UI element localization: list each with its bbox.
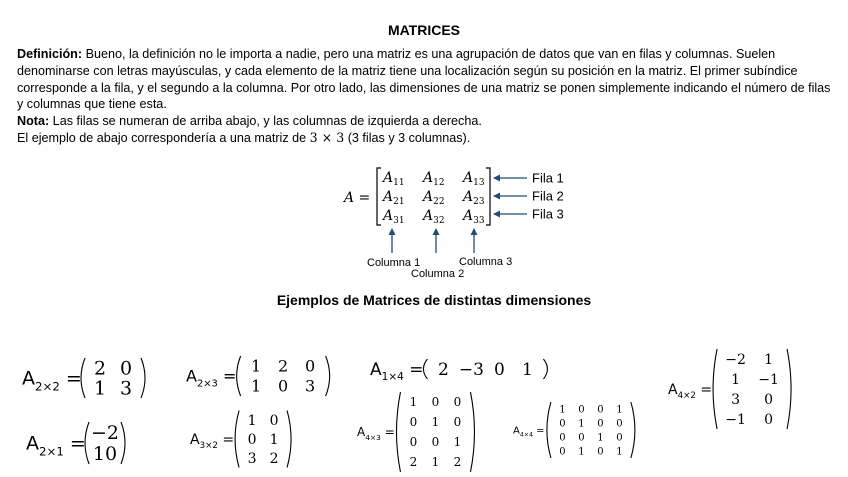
example-matrix-entry: 3: [731, 391, 741, 408]
example-matrix-entry: 2: [278, 356, 289, 376]
example-matrix: [22, 358, 145, 400]
example-matrix-entry: 0: [409, 415, 418, 430]
matrix-element: $A_{23}$: [463, 189, 485, 207]
matrix-lhs: A =: [344, 190, 371, 206]
example-matrix-entry: 2: [93, 357, 107, 380]
example-matrix-name: $A_{1\times 4}$ =: [370, 359, 424, 384]
note-label: Nota:: [17, 114, 50, 129]
definition-label: Definición:: [17, 47, 83, 61]
example-matrix-entry: 2: [453, 455, 462, 470]
left-paren: [547, 402, 551, 458]
example-matrix: [357, 392, 474, 472]
example-matrix-entry: 0: [559, 418, 566, 430]
example-matrix-entry: 1: [764, 351, 774, 368]
example-matrix-entry: 1: [578, 418, 585, 430]
example-matrix: [668, 349, 791, 429]
example-matrix-entry: −2: [91, 422, 120, 445]
right-paren: [326, 356, 330, 396]
example-matrix-entry: 0: [453, 415, 462, 430]
example-matrix-entry: 10: [92, 443, 118, 466]
example-matrix-entry: 1: [453, 435, 462, 450]
example-matrix-entry: 0: [616, 418, 623, 430]
example-matrix-entry: 3: [305, 376, 316, 396]
example-matrix-entry: 0: [578, 432, 585, 444]
example-matrix-entry: 1: [616, 404, 623, 416]
example-matrix-entry: 3: [247, 450, 257, 467]
note-text: Las filas se numeran de arriba abajo, y las columnas de izquierda a derecha.: [49, 114, 482, 129]
left-paren: [235, 411, 239, 468]
example-matrix-entry: −2: [725, 351, 746, 368]
example-matrix-entry: 1: [731, 371, 741, 388]
example-matrix-entry: 0: [578, 404, 585, 416]
example-matrix-name: $A_{4\times 2}$ =: [668, 381, 713, 402]
example-matrix-entry: 1: [522, 359, 533, 380]
example-matrix-entry: 0: [559, 446, 566, 458]
example-matrix-entry: 1: [616, 446, 623, 458]
column-label: Columna 1: [367, 257, 421, 269]
example-matrix-entry: 0: [305, 356, 316, 376]
example-matrix-entry: 1: [269, 431, 279, 448]
example-matrix-entry: 0: [597, 404, 604, 416]
example-matrix-entry: 0: [431, 435, 440, 450]
right-bracket: [486, 168, 490, 225]
left-paren: [237, 356, 241, 396]
example-matrix-entry: 0: [453, 395, 462, 410]
example-matrix-entry: 0: [278, 376, 289, 396]
matrix-element: $A_{21}$: [383, 189, 405, 207]
example-matrix-name: $A_{2\times 2}$ =: [22, 367, 82, 394]
example-pre: El ejemplo de abajo correspondería a una matriz de: [17, 130, 310, 145]
example-matrix-entry: 1: [251, 376, 262, 396]
example-matrix-entry: 0: [597, 446, 604, 458]
example-matrix-entry: 0: [597, 418, 604, 430]
example-matrix: [190, 411, 291, 468]
right-paren: [141, 358, 145, 398]
row-label: Fila 1: [532, 170, 564, 186]
row-label: Fila 2: [532, 188, 564, 204]
example-matrix-entry: 1: [578, 446, 585, 458]
example-matrix-entry: 0: [494, 359, 505, 380]
matrix-element: $A_{13}$: [463, 170, 485, 188]
example-matrix-name: $A_{2\times 1}$ =: [26, 432, 86, 459]
left-paren: [713, 349, 717, 429]
example-matrix-entry: 2: [269, 450, 279, 467]
right-paren: [543, 359, 547, 379]
example-matrix-entry: 0: [269, 412, 279, 429]
example-matrix-entry: −1: [725, 411, 746, 428]
example-matrix-entry: 3: [119, 377, 133, 400]
example-matrix-name: $A_{3\times 2}$ =: [190, 431, 235, 452]
column-label: Columna 3: [459, 256, 513, 268]
example-matrix-entry: −1: [758, 371, 779, 388]
left-paren: [396, 392, 400, 472]
example-matrix-entry: 1: [431, 455, 440, 470]
right-paren: [631, 402, 635, 458]
example-matrix: [370, 359, 547, 383]
example-matrix-name: $A_{2\times 3}$ =: [186, 366, 237, 390]
example-matrix-entry: 0: [409, 435, 418, 450]
example-matrix-entry: 1: [247, 412, 257, 429]
right-paren: [287, 411, 291, 468]
left-paren: [423, 359, 427, 379]
example-matrix-entry: 1: [597, 432, 604, 444]
right-paren: [787, 349, 791, 429]
example-matrix-entry: −3: [458, 359, 484, 380]
example-matrix-entry: 0: [764, 411, 774, 428]
row-label: Fila 3: [532, 206, 564, 222]
example-expr: 3 × 3: [309, 129, 345, 145]
example-matrix: [26, 422, 125, 465]
example-matrix: [186, 356, 330, 396]
example-matrix-entry: 1: [251, 356, 262, 376]
example-matrix-entry: 0: [559, 432, 566, 444]
definition-text: Bueno, la definición no le importa a nadie, pero una matriz es una agrupación de datos que van en filas y columnas. Suelen denominarse con letras mayúsculas, y cada elemento de la matriz tiene una localización según su posición en la matriz. El primer subíndice corresponde a la fila, y el segundo a la columna. Por otro lado, las dimensiones de una matriz se ponen simplemente indicando el número de filas y columnas que tiene esta.: [17, 47, 831, 112]
matrix-element: $A_{31}$: [383, 208, 405, 226]
right-paren: [470, 392, 474, 472]
right-paren: [121, 422, 125, 464]
example-matrix-entry: 1: [409, 395, 418, 410]
column-label: Columna 2: [411, 268, 465, 280]
example-matrix-entry: 1: [93, 377, 107, 400]
example-matrix: [513, 402, 635, 458]
example-post: (3 filas y 3 columnas).: [344, 130, 471, 145]
example-matrix-name: $A_{4\times 4}$ =: [513, 425, 545, 439]
example-matrix-entry: 0: [247, 431, 257, 448]
matrix-element: $A_{12}$: [423, 170, 445, 188]
example-matrix-entry: 2: [438, 359, 449, 380]
example-matrix-entry: 0: [431, 395, 440, 410]
matrix-element: $A_{11}$: [383, 170, 405, 188]
page-title: MATRICES: [387, 22, 461, 38]
example-matrix-entry: 0: [616, 432, 623, 444]
example-matrix-entry: 0: [764, 391, 774, 408]
examples-title: Ejemplos de Matrices de distintas dimensiones: [276, 292, 592, 308]
example-matrix-entry: 0: [119, 357, 133, 380]
matrix-element: $A_{33}$: [463, 208, 485, 226]
example-matrix-entry: 2: [409, 455, 418, 470]
left-bracket: [377, 168, 381, 225]
example-matrix-name: $A_{4\times 3}$ =: [357, 425, 395, 442]
example-matrix-entry: 1: [431, 415, 440, 430]
matrix-element: $A_{32}$: [423, 208, 445, 226]
matrix-element: $A_{22}$: [423, 189, 445, 207]
example-matrix-entry: 1: [559, 404, 566, 416]
